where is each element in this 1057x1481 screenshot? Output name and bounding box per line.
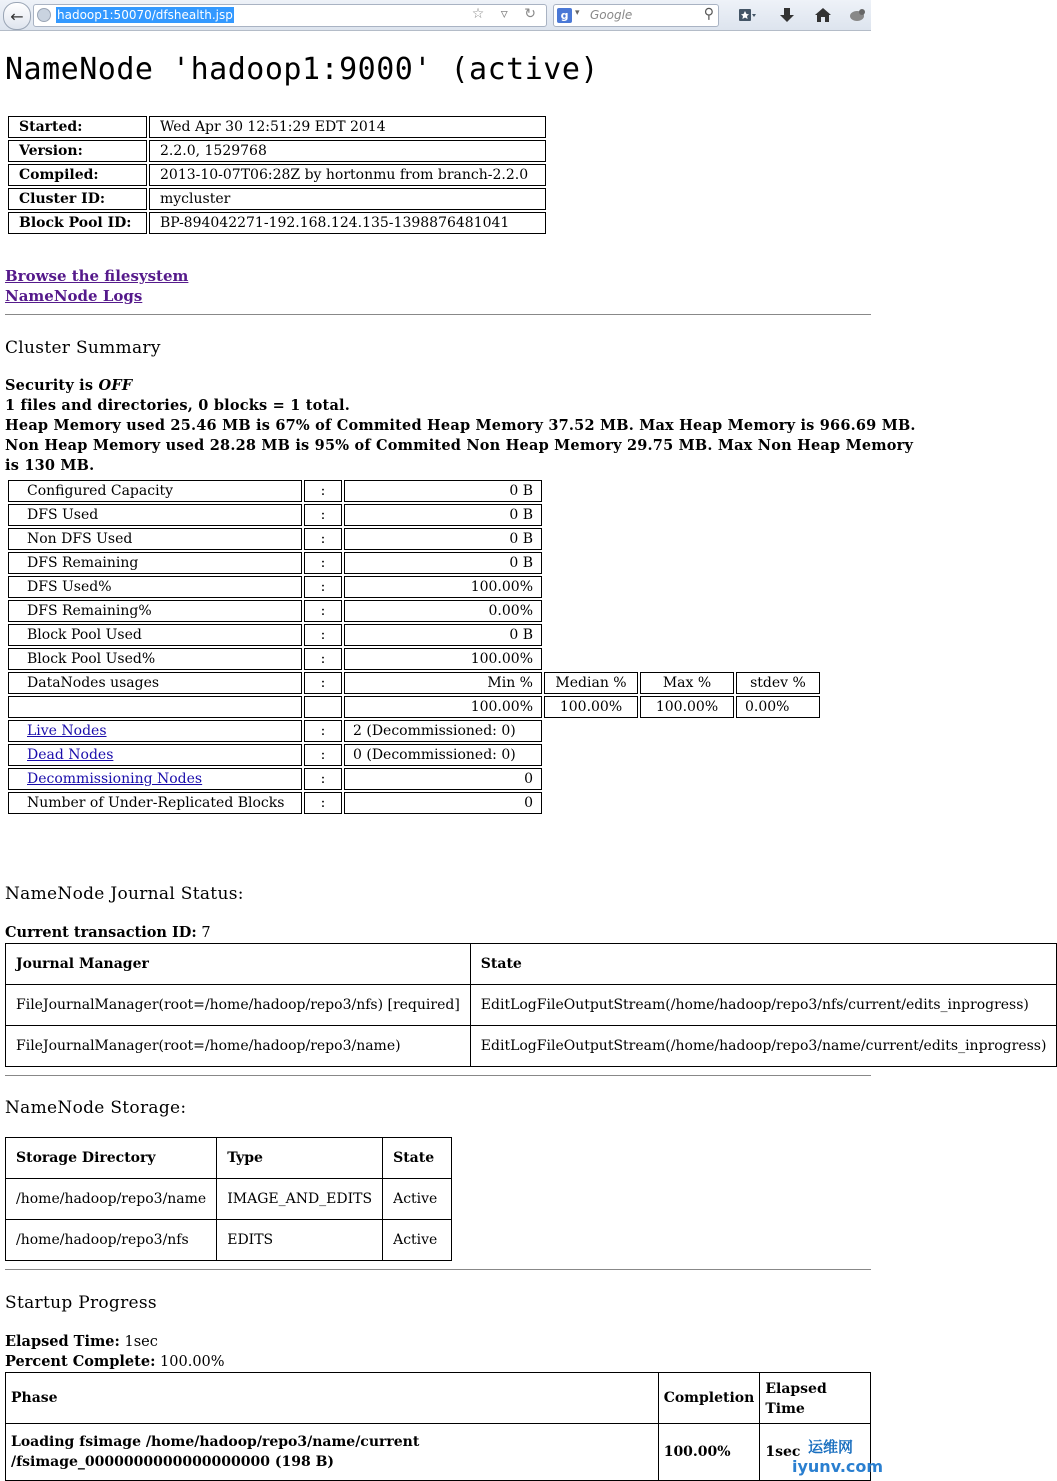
usage-stdev-value: 0.00% [736,696,820,718]
summary-label: DFS Used% [8,576,302,598]
summary-colon: : [304,624,342,646]
elapsed-time-value: 1sec [124,1334,158,1350]
summary-label [8,768,302,790]
usage-max-value: 100.00% [640,696,734,718]
summary-value: 0 B [344,528,542,550]
startup-progress-heading: Startup Progress [5,1293,157,1313]
nonheap-memory-line-cont: is 130 MB. [5,457,95,474]
summary-colon: : [304,552,342,574]
summary-value: 0 B [344,624,542,646]
summary-label: DFS Remaining [8,552,302,574]
summary-colon: : [304,576,342,598]
info-row-block-pool-id [8,212,546,234]
summary-row [8,480,820,502]
summary-label: Block Pool Used% [8,648,302,670]
summary-value: 0 B [344,504,542,526]
summary-row [8,600,820,622]
back-button[interactable] [3,2,31,30]
storage-dir-cell: /home/hadoop/repo3/name [6,1179,217,1220]
usage-header-stdev: stdev % [736,672,820,694]
summary-value: 2 (Decommissioned: 0) [344,720,542,742]
info-value: 2.2.0, 1529768 [149,140,546,162]
storage-type-cell: IMAGE_AND_EDITS [217,1179,383,1220]
storage-heading: NameNode Storage: [5,1098,187,1118]
info-row-cluster-id [8,188,546,210]
storage-state-header: State [383,1138,452,1179]
storage-dir-cell: /home/hadoop/repo3/nfs [6,1220,217,1261]
summary-row [8,576,820,598]
journal-state-cell: EditLogFileOutputStream(/home/hadoop/repo3/nfs/current/edits_inprogress) [470,985,1057,1026]
storage-type-header: Type [217,1138,383,1179]
storage-state-cell: Active [383,1179,452,1220]
summary-colon: : [304,600,342,622]
namenode-logs-link[interactable]: NameNode Logs [5,287,143,305]
transaction-id-line [5,924,211,941]
url-text[interactable]: hadoop1:50070/dfshealth.jsp [57,8,233,22]
summary-label: DFS Remaining% [8,600,302,622]
transaction-id-label: Current transaction ID: [5,924,197,941]
info-value: mycluster [149,188,546,210]
info-value: BP-894042271-192.168.124.135-1398876481041 [149,212,546,234]
watermark-en: iyunv.com [792,1457,884,1476]
summary-row-under-replicated [8,792,820,814]
summary-label [8,720,302,742]
summary-value: 0 B [344,480,542,502]
cluster-summary-heading: Cluster Summary [5,338,161,358]
journal-row [6,1026,1057,1067]
journal-table [5,943,1057,1067]
transaction-id-value: 7 [201,925,211,941]
journal-state-header: State [470,944,1057,985]
summary-label: Number of Under-Replicated Blocks [8,792,302,814]
storage-row [6,1179,452,1220]
search-icon[interactable]: ⚲ [703,6,714,22]
site-identity-icon[interactable] [37,8,51,22]
cluster-summary-table [6,478,822,816]
startup-row [6,1424,871,1481]
info-key: Cluster ID: [8,188,147,210]
info-key: Version: [8,140,147,162]
elapsed-header-line1: Elapsed [765,1381,827,1397]
journal-row [6,985,1057,1026]
browse-filesystem-link[interactable]: Browse the filesystem [5,267,189,285]
phase-header: Phase [6,1373,659,1424]
search-input[interactable]: Google [590,8,633,22]
percent-complete-label: Percent Complete: [5,1353,156,1370]
summary-row-dead-nodes [8,744,820,766]
info-row-compiled [8,164,546,186]
summary-colon: : [304,792,342,814]
summary-label-empty [8,696,302,718]
storage-header-row [6,1138,452,1179]
storage-state-cell: Active [383,1220,452,1261]
journal-manager-cell: FileJournalManager(root=/home/hadoop/repo3/name) [6,1026,471,1067]
search-engine-dropdown-icon[interactable]: ▾ [575,8,580,18]
addon-icon[interactable] [846,3,868,27]
phase-line1: Loading fsimage /home/hadoop/repo3/name/current [11,1434,420,1450]
summary-colon: : [304,504,342,526]
elapsed-time-line [5,1333,158,1350]
decommissioning-nodes-link[interactable]: Decommissioning Nodes [27,771,203,787]
security-label: Security is [5,377,99,394]
completion-header: Completion [658,1373,760,1424]
info-key: Compiled: [8,164,147,186]
startup-progress-table [5,1372,871,1481]
nonheap-memory-line: Non Heap Memory used 28.28 MB is 95% of Commited Non Heap Memory 29.75 MB. Max Non Heap Memory [5,437,914,454]
summary-colon: : [304,480,342,502]
divider [5,314,871,315]
summary-value: 0.00% [344,600,542,622]
summary-colon: : [304,744,342,766]
home-icon[interactable] [810,3,836,27]
storage-type-cell: EDITS [217,1220,383,1261]
security-value: OFF [98,377,133,394]
info-key: Started: [8,116,147,138]
summary-colon: : [304,528,342,550]
journal-header-row [6,944,1057,985]
summary-label [8,744,302,766]
summary-row-decommissioning [8,768,820,790]
back-arrow-icon: ← [10,6,24,26]
info-row-started [8,116,546,138]
heap-memory-line: Heap Memory used 25.46 MB is 67% of Commited Heap Memory 37.52 MB. Max Heap Memory is 966.69 MB. [5,417,916,434]
info-value: Wed Apr 30 12:51:29 EDT 2014 [149,116,546,138]
divider [5,1269,871,1270]
usage-header-max: Max % [640,672,734,694]
usage-median-value: 100.00% [544,696,638,718]
usage-header-min: Min % [344,672,542,694]
journal-state-cell: EditLogFileOutputStream(/home/hadoop/repo3/name/current/edits_inprogress) [470,1026,1057,1067]
security-line [5,377,132,394]
summary-label: Non DFS Used [8,528,302,550]
files-line: 1 files and directories, 0 blocks = 1 total. [5,397,350,414]
namenode-info-table [6,114,548,236]
usage-header-median: Median % [544,672,638,694]
summary-row [8,504,820,526]
bookmark-star-reload-icons[interactable]: ☆ ▿ ↻ [471,6,542,22]
summary-value: 0 [344,792,542,814]
percent-complete-value: 100.00% [160,1354,225,1370]
completion-cell: 100.00% [658,1424,760,1481]
live-nodes-link[interactable]: Live Nodes [27,723,107,739]
google-logo-icon[interactable]: g [557,8,572,23]
summary-value: 0 (Decommissioned: 0) [344,744,542,766]
storage-dir-header: Storage Directory [6,1138,217,1179]
summary-row [8,648,820,670]
summary-value: 0 B [344,552,542,574]
search-bar[interactable] [553,4,719,27]
summary-colon: : [304,720,342,742]
bookmark-icon[interactable] [733,3,761,27]
info-row-version [8,140,546,162]
page-title: NameNode 'hadoop1:9000' (active) [5,52,599,87]
phase-line2: /fsimage_0000000000000000000 (198 B) [11,1454,335,1470]
summary-row [8,624,820,646]
dead-nodes-link[interactable]: Dead Nodes [27,747,114,763]
watermark-cn: 运维网 [808,1438,854,1456]
info-value: 2013-10-07T06:28Z by hortonmu from branch-2.2.0 [149,164,546,186]
summary-row [8,552,820,574]
elapsed-time-header [760,1373,871,1424]
percent-complete-line [5,1353,225,1370]
summary-label: Block Pool Used [8,624,302,646]
elapsed-time-label: Elapsed Time: [5,1333,120,1350]
summary-colon: : [304,768,342,790]
storage-row [6,1220,452,1261]
journal-manager-cell: FileJournalManager(root=/home/hadoop/repo3/nfs) [required] [6,985,471,1026]
startup-header-row [6,1373,871,1424]
phase-cell [6,1424,659,1481]
summary-label: DFS Used [8,504,302,526]
summary-colon: : [304,672,342,694]
download-icon[interactable] [775,3,799,27]
journal-status-heading: NameNode Journal Status: [5,884,244,904]
summary-value: 100.00% [344,576,542,598]
summary-label: Configured Capacity [8,480,302,502]
summary-colon-empty [304,696,342,718]
browser-toolbar [0,0,871,31]
info-key: Block Pool ID: [8,212,147,234]
summary-label: DataNodes usages [8,672,302,694]
address-bar[interactable] [33,4,547,27]
elapsed-cell: 1sec [760,1424,871,1481]
watermark-logo [780,1436,883,1476]
summary-row-live-nodes [8,720,820,742]
summary-row [8,528,820,550]
datanode-usage-header-row [8,672,820,694]
summary-value: 100.00% [344,648,542,670]
journal-manager-header: Journal Manager [6,944,471,985]
datanode-usage-values-row [8,696,820,718]
summary-value: 0 [344,768,542,790]
summary-colon: : [304,648,342,670]
divider [5,1075,871,1076]
elapsed-header-line2: Time [765,1401,805,1417]
usage-min-value: 100.00% [344,696,542,718]
storage-table [5,1137,452,1261]
